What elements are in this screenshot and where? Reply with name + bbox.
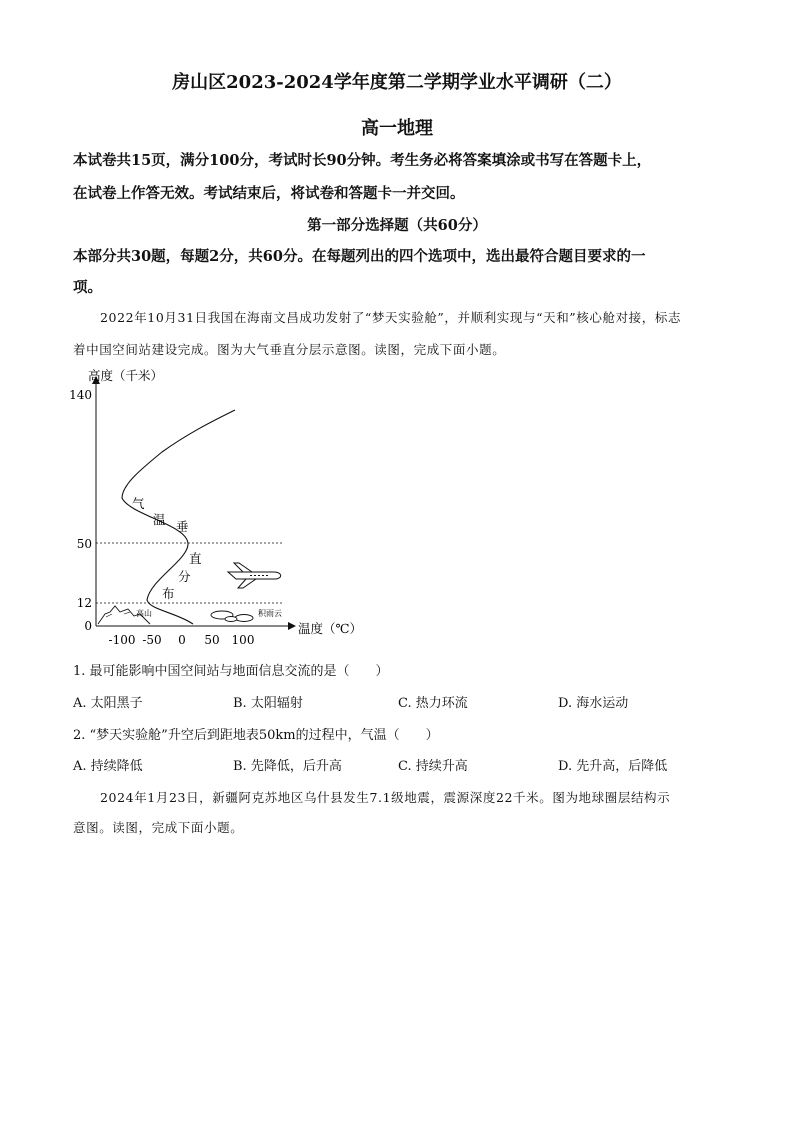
curve-label-char-2: 温: [153, 512, 166, 527]
passage-1-line-2: 着中国空间站建设完成。图为大气垂直分层示意图。读图，完成下面小题。: [73, 342, 506, 357]
page-subtitle: 高一地理: [361, 118, 433, 139]
section-desc-line-2: 项。: [73, 279, 102, 296]
section-desc-line-1: 本部分共30题，每题2分，共60分。在每题列出的四个选项中，选出最符合题目要求的一: [73, 248, 646, 265]
y-tick-140: 140: [69, 388, 92, 402]
question-1-option-b: B. 太阳辐射: [233, 696, 303, 711]
question-2-option-b: B. 先降低，后升高: [233, 759, 342, 774]
passage-2-line-2: 意图。读图，完成下面小题。: [73, 820, 244, 835]
y-tick-12: 12: [76, 596, 92, 610]
curve-label-char-4: 直: [189, 551, 202, 566]
y-axis-label: 高度（千米）: [88, 368, 164, 383]
x-tick-50: 50: [204, 633, 220, 647]
curve-label-char-5: 分: [178, 569, 191, 584]
y-tick-0: 0: [84, 619, 92, 633]
question-1-option-d: D. 海水运动: [558, 696, 629, 711]
curve-label-char-3: 垂: [176, 519, 189, 534]
curve-label-char-6: 布: [162, 586, 175, 601]
question-1-option-c: C. 热力环流: [398, 696, 468, 711]
y-tick-50: 50: [76, 537, 92, 551]
question-2-stem: 2. “梦天实验舱”升空后到距地表50km的过程中，气温（ ）: [73, 728, 439, 743]
question-2-option-d: D. 先升高，后降低: [558, 759, 668, 774]
x-tick-0: 0: [178, 633, 186, 647]
temperature-curve: [122, 410, 235, 624]
instructions-line-1: 本试卷共15页，满分100分，考试时长90分钟。考生务必将答案填涂或书写在答题卡上，: [73, 152, 652, 169]
question-2-option-a: A. 持续降低: [73, 759, 143, 774]
x-tick-100: 100: [231, 633, 255, 647]
question-1-stem: 1. 最可能影响中国空间站与地面信息交流的是（ ）: [73, 664, 389, 679]
section-heading: 第一部分选择题（共60分）: [307, 217, 487, 234]
atmosphere-vertical-chart: [60, 362, 370, 652]
question-1-option-a: A. 太阳黑子: [73, 696, 143, 711]
page-title: 房山区2023-2024学年度第二学期学业水平调研（二）: [172, 72, 622, 93]
passage-2-line-1: 2024年1月23日，新疆阿克苏地区乌什县发生7.1级地震，震源深度22千米。图为地球圈层结构示: [100, 790, 671, 805]
curve-label-char-1: 气: [132, 496, 145, 511]
x-tick-neg100: -100: [108, 633, 136, 647]
mountain-label: 高山: [136, 609, 152, 618]
x-tick-neg50: -50: [142, 633, 162, 647]
cloud-label: 积雨云: [258, 609, 282, 618]
passage-1-line-1: 2022年10月31日我国在海南文昌成功发射了“梦天实验舱”，并顺利实现与“天和”核心舱对接，标志: [100, 310, 682, 325]
airplane-icon: [228, 563, 281, 588]
cloud-icon: [211, 611, 253, 622]
question-2-option-c: C. 持续升高: [398, 759, 468, 774]
instructions-line-2: 在试卷上作答无效。考试结束后，将试卷和答题卡一并交回。: [73, 185, 465, 202]
x-axis-label: 温度（℃）: [298, 621, 362, 636]
